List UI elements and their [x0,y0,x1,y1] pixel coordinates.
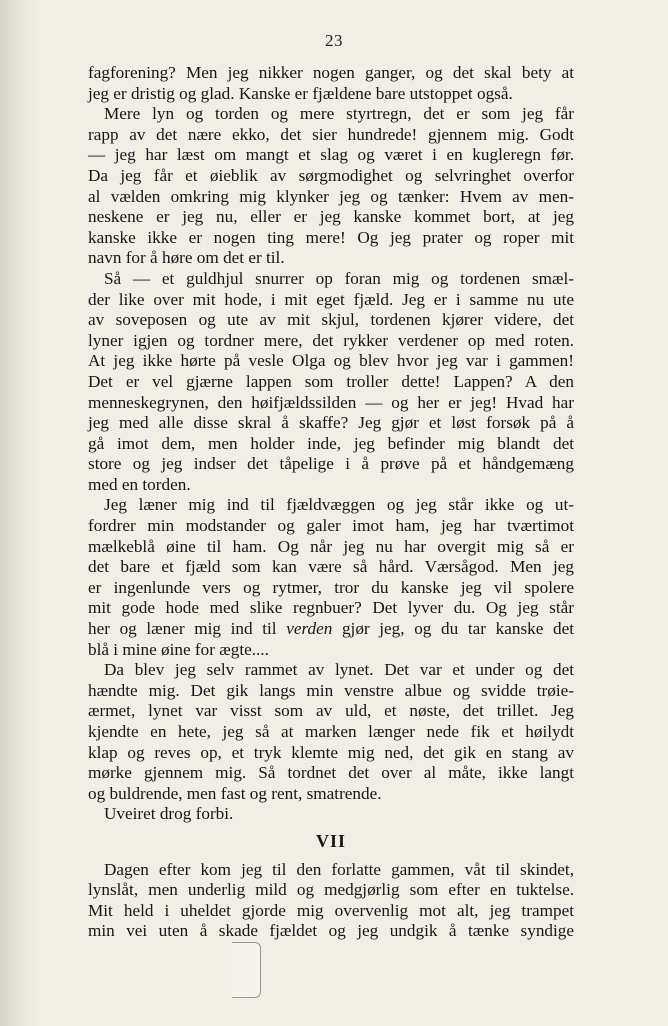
text-line: Så — et guldhjul snurrer op foran mig og tordenen smæl- [104,268,574,288]
text-line: er ingenlunde vers og rytmer, tror du kanske jeg vil spolere [88,577,574,597]
text-line: neskene er jeg nu, eller er jeg kanske kommet bort, at jeg [88,207,574,227]
text-line: ærmet, lynet var visst som av uld, et nøste, det trillet. Jeg [88,701,574,721]
text-line: jeg er dristig og glad. Kanske er fjældene bare utstoppet også. [88,83,513,103]
page-tab-marker [232,942,261,998]
text-line: hændte mig. Det gik langs min venstre albue og svidde trøie- [88,680,574,700]
text-line: store og jeg indser det tåpelige i å prøve på et håndgemæng [88,454,574,474]
text-line-end: gjør jeg, og du tar kanske det [341,619,574,639]
text-line: Det er vel gjærne lappen som troller dette! Lappen? A den [88,371,574,391]
text-line: al vælden omkring mig klynker jeg og tænker: Hvem av men- [88,186,574,206]
text-line: min vei uten å skade fjældet og jeg undgik å tænke syndige [88,921,574,941]
text-line: Jeg læner mig ind til fjældvæggen og jeg står ikke og ut- [104,495,574,515]
text-line: Da blev jeg selv rammet av lynet. Det var et under og det [104,660,574,680]
page-number: 23 [325,31,343,50]
text-line: klap og reves op, et tryk klemte mig ned, det gik en stang av [88,742,574,762]
text-line: Dagen efter kom jeg til den forlatte gammen, våt til skindet, [104,859,574,879]
text-line: menneskegrynen, den høifjældssilden — og her er jeg! Hvad har [88,392,574,412]
italic-word: verden [286,619,333,639]
text-line: Uveiret drog forbi. [104,804,234,824]
text-line: blå i mine øine for ægte.... [88,639,269,659]
section-heading: VII [315,830,346,851]
text-line: Da jeg får et øieblik av sørgmodighet og selvringhet overfor [88,165,574,185]
text-line: mit gode hode med slike regnbuer? Det lyver du. Og jeg står [88,598,574,618]
text-line: av soveposen og ute av mit skjul, tordenen kjører videre, det [88,310,574,330]
text-line: jeg med alle disse skral å skaffe? Jeg gjør et løst forsøk på å [88,413,574,433]
text-line: kanske ikke er nogen ting mere! Og jeg prater og roper mit [88,227,574,247]
text-line: mælkeblå øine til ham. Og når jeg nu har overgit mig så er [88,536,574,556]
text-line: det bare et fjæld som kan være så hård. Værsågod. Men jeg [88,557,574,577]
text-line-start: her og læner mig ind til [88,619,277,639]
text-line: fordrer min modstander og galer imot ham, jeg har tværtimot [88,516,574,536]
text-line: At jeg ikke hørte på vesle Olga og blev hvor jeg var i gammen! [88,351,574,371]
text-line: — jeg har læst om mangt et slag og været i en kugleregn før. [88,145,574,165]
text-line: Mere lyn og torden og mere styrtregn, det er som jeg får [104,104,574,124]
text-line: mørke gjennem mig. Så tordnet det over al måte, ikke langt [88,763,574,783]
text-line: med en torden. [88,474,191,494]
text-line: lyner igjen og tordner mere, det rykker verdener op med roten. [88,330,574,350]
text-line: fagforening? Men jeg nikker nogen ganger, og det skal bety at [88,63,574,82]
text-line: kjendte en hete, jeg så at marken længer nede fik et høilydt [88,722,574,741]
text-line: gå imot dem, men holder inde, jeg befinder mig blandt det [88,433,574,453]
text-line: Mit held i uheldet gjorde mig overvenlig mot alt, jeg trampet [88,900,574,920]
text-line: der like over mit hode, i mit eget fjæld. Jeg er i samme nu ute [88,289,574,309]
text-line-with-italic [88,619,574,640]
text-line: lynslåt, men underlig mild og medgjørlig som efter en tuktelse. [88,880,574,900]
text-line: og buldrende, men fast og rent, smatrende. [88,783,382,803]
page-gutter [0,0,38,1026]
text-line: rapp av det nære ekko, det sier hundrede! gjennem mig. Godt [88,124,574,144]
body-text [88,63,574,942]
text-line: navn for å høre om det er til. [88,248,285,268]
